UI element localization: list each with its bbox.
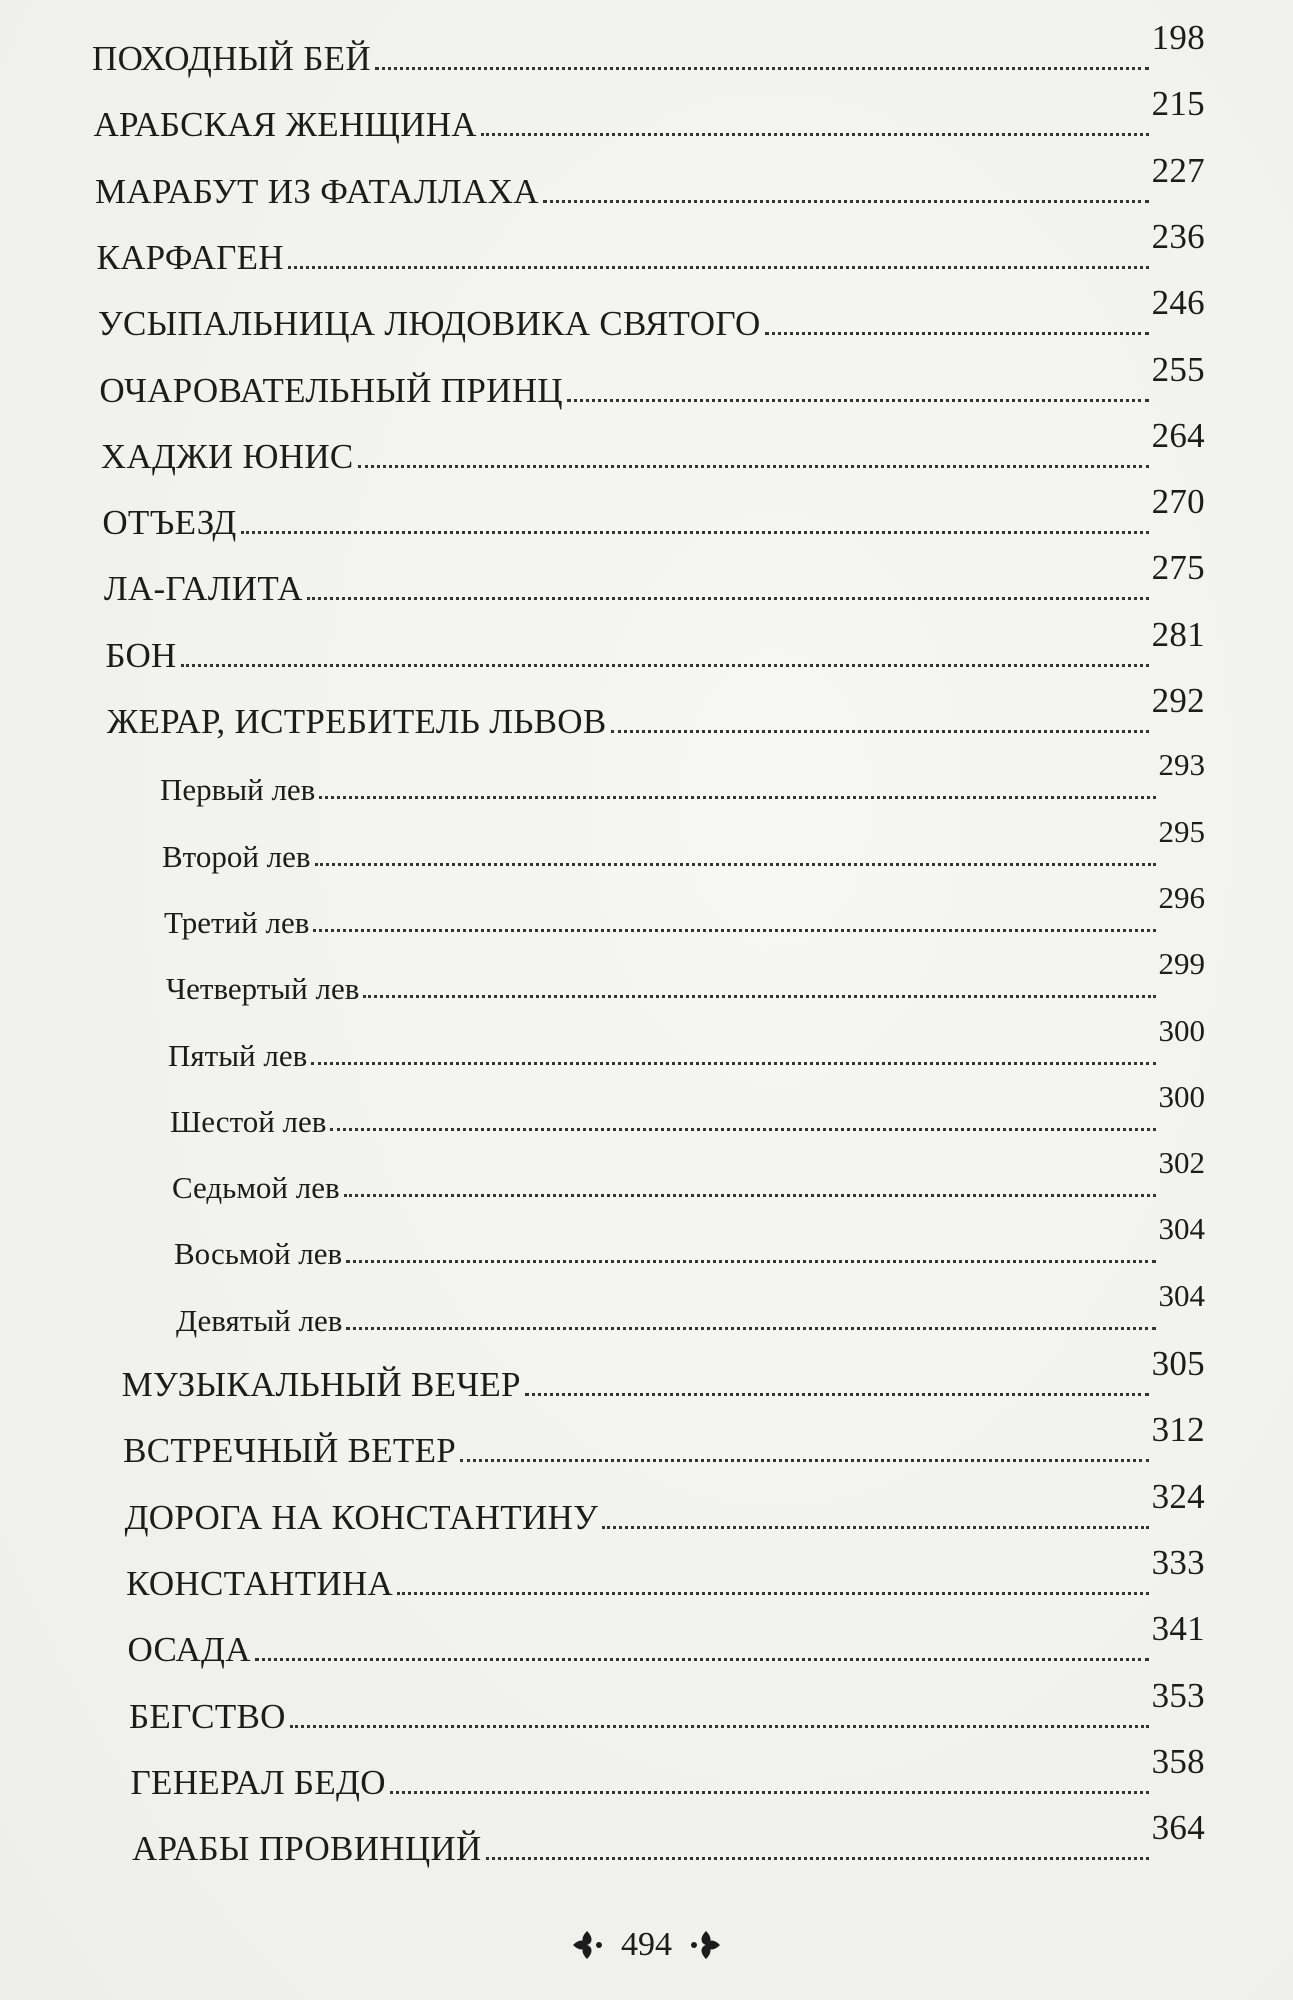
toc-entry [132, 1808, 1205, 1869]
toc-entry-page: 353 [1151, 1675, 1205, 1715]
toc-entry-page: 236 [1151, 216, 1205, 256]
toc-entry-title: ВСТРЕЧНЫЙ ВЕТЕР [123, 1431, 457, 1471]
toc-entry [124, 1476, 1205, 1537]
toc-entry-title: ЖЕРАР, ИСТРЕБИТЕЛЬ ЛЬВОВ [106, 702, 607, 741]
toc-subentry [174, 1211, 1205, 1272]
dot-leader [344, 1194, 1156, 1197]
toc-entry-page: 333 [1151, 1542, 1205, 1582]
dot-leader [390, 1791, 1149, 1794]
dot-leader [611, 730, 1149, 733]
toc-entry-page: 255 [1151, 349, 1205, 389]
toc-entry-page: 246 [1151, 283, 1205, 323]
toc-entry-page: 304 [1158, 1277, 1205, 1313]
dot-leader [363, 995, 1155, 998]
toc-subentry [176, 1277, 1205, 1338]
toc-entry-page: 300 [1158, 1012, 1205, 1048]
dot-leader [346, 1327, 1155, 1330]
toc-entry-title: Седьмой лев [172, 1170, 340, 1206]
dot-leader [460, 1459, 1149, 1462]
toc-subentry [166, 946, 1205, 1007]
toc-entry [94, 150, 1205, 211]
toc-entry [103, 548, 1205, 609]
toc-subentry [160, 747, 1205, 808]
dot-leader [290, 1725, 1149, 1728]
toc-entry [97, 283, 1205, 344]
toc-entry-title: БЕГСТВО [129, 1696, 286, 1736]
toc-entry-title: Третий лев [164, 904, 310, 940]
toc-entry-page: 364 [1151, 1808, 1205, 1848]
toc-entry-page: 299 [1158, 946, 1205, 982]
toc-subentry [170, 1078, 1205, 1139]
toc-entry-page: 324 [1151, 1476, 1205, 1516]
dot-leader [602, 1526, 1148, 1529]
toc-entry-page: 302 [1158, 1145, 1205, 1181]
dot-leader [765, 332, 1149, 335]
toc-entry-title: ХАДЖИ ЮНИС [100, 436, 354, 476]
fleuron-left-icon [567, 1925, 607, 1965]
toc-entry [127, 1609, 1205, 1670]
toc-entry [99, 349, 1205, 410]
dot-leader [255, 1658, 1149, 1661]
toc-entry-title: Девятый лев [176, 1302, 343, 1338]
dot-leader [567, 399, 1149, 402]
dot-leader [375, 67, 1149, 70]
toc-entry [123, 1410, 1205, 1471]
toc-entry-title: Четвертый лев [166, 971, 360, 1007]
toc-subentry [164, 879, 1205, 940]
dot-leader [311, 1062, 1155, 1065]
toc-entry-title: МАРАБУТ ИЗ ФАТАЛЛАХА [94, 171, 539, 211]
toc-entry [126, 1542, 1205, 1603]
toc-entry-title: КОНСТАНТИНА [126, 1563, 394, 1603]
toc-subentry [172, 1145, 1205, 1206]
toc-entry [129, 1675, 1205, 1736]
fleuron-right-icon [686, 1925, 726, 1965]
toc-entry-title: АРАБСКАЯ ЖЕНЩИНА [93, 105, 477, 145]
page-number: 494 [621, 1926, 672, 1963]
toc-entry-page: 264 [1151, 415, 1205, 455]
toc-entry-page: 300 [1158, 1078, 1205, 1114]
toc-entry-page: 275 [1151, 548, 1205, 588]
toc-entry-title: ПОХОДНЫЙ БЕЙ [92, 39, 371, 78]
toc-entry-page: 296 [1158, 879, 1205, 915]
toc-entry-title: Восьмой лев [174, 1236, 343, 1272]
toc-entry [102, 482, 1205, 543]
toc-entry-title: ДОРОГА НА КОНСТАНТИНУ [124, 1497, 599, 1537]
toc-entry-title: Второй лев [162, 838, 311, 874]
toc-entry-title: МУЗЫКАЛЬНЫЙ ВЕЧЕР [121, 1365, 521, 1404]
toc-entry-title: ЛА-ГАЛИТА [103, 569, 303, 609]
toc-entry [93, 84, 1205, 145]
toc-entry-page: 292 [1151, 681, 1205, 720]
page-footer [0, 1920, 1293, 1970]
toc-entry-page: 358 [1151, 1741, 1205, 1781]
dot-leader [525, 1393, 1149, 1396]
toc-entry-title: ОСАДА [127, 1630, 251, 1670]
toc-entry-page: 198 [1151, 18, 1205, 57]
dot-leader [315, 863, 1156, 866]
dot-leader [481, 133, 1149, 136]
toc-subentry [168, 1012, 1205, 1073]
toc-entry-page: 341 [1151, 1609, 1205, 1649]
dot-leader [486, 1857, 1149, 1860]
toc-entry [130, 1741, 1205, 1802]
toc-entry-page: 281 [1151, 614, 1205, 654]
toc-entry-title: Пятый лев [168, 1037, 308, 1073]
toc-entry [106, 681, 1205, 741]
dot-leader [241, 531, 1149, 534]
toc-entry-title: ОЧАРОВАТЕЛЬНЫЙ ПРИНЦ [99, 370, 563, 410]
dot-leader [181, 664, 1149, 667]
dot-leader [307, 597, 1149, 600]
toc-entry [100, 415, 1205, 476]
toc-entry-title: УСЫПАЛЬНИЦА ЛЮДОВИКА СВЯТОГО [97, 304, 761, 344]
dot-leader [330, 1128, 1155, 1131]
toc-entry-title: АРАБЫ ПРОВИНЦИЙ [132, 1829, 482, 1869]
toc-entry-page: 215 [1151, 84, 1205, 124]
toc-entry-page: 227 [1151, 150, 1205, 190]
toc-entry-page: 293 [1158, 747, 1205, 783]
toc-entry-page: 305 [1151, 1344, 1205, 1383]
toc-entry-page: 295 [1158, 813, 1205, 849]
toc-entry-page: 304 [1158, 1211, 1205, 1247]
toc-entry-page: 270 [1151, 482, 1205, 522]
toc-entry-title: БОН [105, 635, 177, 675]
toc-entry [121, 1344, 1205, 1404]
toc-entry [96, 216, 1205, 277]
toc-entry-page: 312 [1151, 1410, 1205, 1450]
toc-subentry [162, 813, 1205, 874]
dot-leader [288, 266, 1149, 269]
toc-entry-title: Первый лев [160, 772, 316, 808]
toc-entry-title: ОТЪЕЗД [102, 503, 237, 543]
toc-entry [105, 614, 1205, 675]
toc-entry-title: КАРФАГЕН [96, 237, 284, 277]
toc-entry [92, 18, 1205, 78]
dot-leader [319, 796, 1155, 799]
dot-leader [358, 465, 1149, 468]
toc-entry-title: ГЕНЕРАЛ БЕДО [130, 1762, 386, 1802]
toc-entry-title: Шестой лев [170, 1103, 327, 1139]
dot-leader [397, 1592, 1148, 1595]
dot-leader [313, 929, 1155, 932]
dot-leader [346, 1260, 1155, 1263]
dot-leader [543, 200, 1149, 203]
